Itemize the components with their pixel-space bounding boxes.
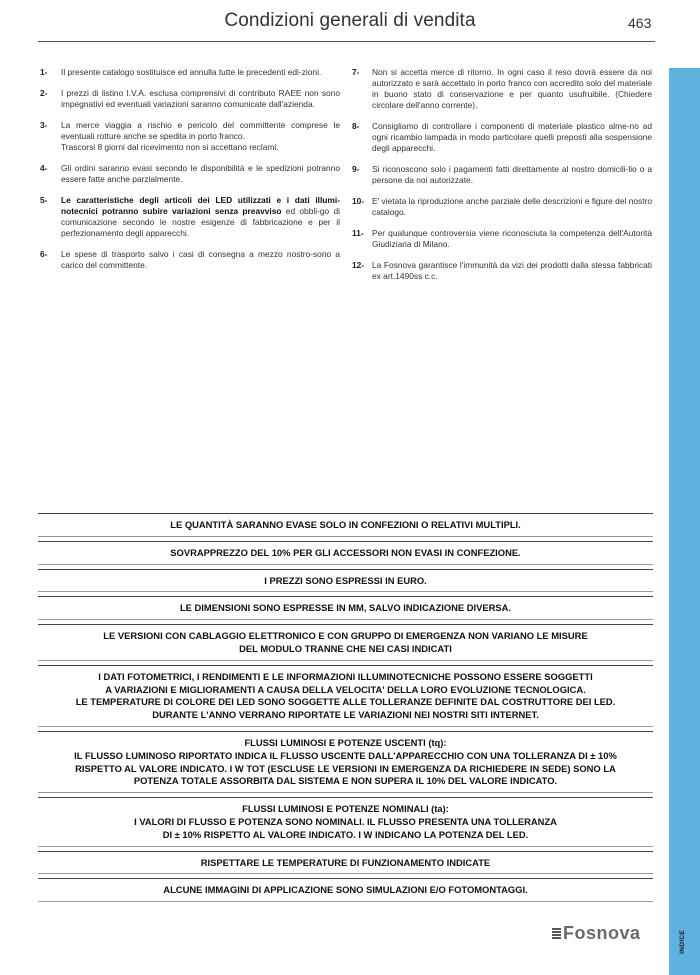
- notice-line: SOVRAPPREZZO DEL 10% PER GLI ACCESSORI NON EVASI IN CONFEZIONE.: [170, 546, 521, 558]
- condition-number: 2-: [40, 88, 48, 98]
- condition-item: [352, 228, 652, 250]
- notice-line: LE TEMPERATURE DI COLORE DEI LED SONO SOGGETTE ALLE TOLLERANZE DEFINITE DAL COSTRUTTORE DEI LED.: [75, 696, 616, 708]
- side-tab-label: INDICE: [679, 930, 686, 954]
- logo-text: Fosnova: [563, 923, 641, 943]
- condition-text: La Fosnova garantisce l'immunità da vizi dei prodotti dalla stessa fabbricati ex art.1490ss c.c.: [372, 260, 652, 281]
- side-index-tab[interactable]: [669, 68, 700, 975]
- notice-line: DEL MODULO TRANNE CHE NEI CASI INDICATI: [239, 642, 452, 654]
- condition-number: 6-: [40, 249, 48, 259]
- notice-box: [38, 541, 653, 565]
- condition-text: Gli ordini saranno evasi secondo le disponibilità e le spedizioni potranno essere fatte anche parzialmente.: [61, 163, 340, 184]
- condition-text: I prezzi di listino I.V.A. esclusa comprensivi di contributo RAEE non sono impegnativi ed eventuali variazioni saranno comunicate dall'azienda.: [61, 88, 340, 109]
- notice-line: RISPETTO AL VALORE INDICATO. I W TOT (ESCLUSE LE VERSIONI IN EMERGENZA DA RICHIEDERE IN SEDE) SONO LA: [75, 762, 616, 774]
- condition-item: [352, 164, 652, 186]
- condition-text: E' vietata la riproduzione anche parziale delle descrizioni e figure del nostro catalogo.: [372, 196, 652, 217]
- notice-box: [38, 851, 653, 875]
- notice-box: [38, 596, 653, 620]
- notice-box: [38, 513, 653, 537]
- notice-box: [38, 731, 653, 793]
- notice-box: [38, 569, 653, 593]
- condition-item: [40, 249, 340, 271]
- notice-line: I PREZZI SONO ESPRESSI IN EURO.: [264, 574, 427, 586]
- notice-line: DURANTE L'ANNO VERRANO RIPORTATE LE VARIAZIONI NEI NOSTRI SITI INTERNET.: [152, 709, 539, 721]
- condition-number: 4-: [40, 163, 48, 173]
- notice-line: FLUSSI LUMINOSI E POTENZE NOMINALI (ta):: [242, 803, 449, 815]
- notice-box: [38, 797, 653, 846]
- condition-number: 1-: [40, 67, 48, 77]
- condition-number: 8-: [352, 121, 360, 131]
- notice-line: LE VERSIONI CON CABLAGGIO ELETTRONICO E CON GRUPPO DI EMERGENZA NON VARIANO LE MISURE: [103, 630, 588, 642]
- condition-text: Consigliamo di controllare i componenti di materiale plastico alme-no ad ogni ricambio lampada in modo particolare quelli preposti alla sospensione degli apparecchi.: [372, 121, 652, 153]
- notice-line: A VARIAZIONI E MIGLIORAMENTI A CAUSA DELLA VELOCITA' DELLA LORO EVOLUZIONE TECNOLOGICA.: [105, 683, 586, 695]
- condition-bold-text: Le caratteristiche degli articoli dei LED utilizzati e i dati illumi-notecnici potranno subire variazioni senza preavviso: [61, 195, 340, 216]
- page-number: 463: [628, 15, 652, 31]
- condition-item: [352, 67, 652, 111]
- condition-text-extra: Trascorsi 8 giorni dal ricevimento non si accettano reclami.: [61, 142, 279, 152]
- conditions-right-column: [352, 67, 652, 292]
- notice-line: ALCUNE IMMAGINI DI APPLICAZIONE SONO SIMULAZIONI E/O FOTOMONTAGGI.: [163, 884, 528, 896]
- condition-text: Non si accetta merce di ritorno. In ogni caso il reso dovrà essere da noi autorizzato e sarà accettato in porto franco con accredito solo del materiale in buono stato di conservazione e per quanto usufruibile. (Chiedere circolare dell'anno corrente).: [372, 67, 652, 110]
- condition-item: [40, 120, 340, 153]
- condition-text: Per qualunque controversia viene riconosciuta la competenza dell'Autorità Giudiziaria di Milano.: [372, 228, 652, 249]
- logo-mark-icon: [552, 928, 561, 939]
- notice-box: [38, 665, 653, 727]
- condition-number: 12-: [352, 260, 365, 270]
- notice-line: LE DIMENSIONI SONO ESPRESSE IN MM, SALVO INDICAZIONE DIVERSA.: [179, 602, 512, 614]
- notice-line: DI ± 10% RISPETTO AL VALORE INDICATO. I W INDICANO LA POTENZA DEL LED.: [162, 828, 529, 840]
- header-divider: [38, 41, 655, 42]
- fosnova-logo: [552, 923, 641, 944]
- condition-item: [40, 163, 340, 185]
- notice-line: RISPETTARE LE TEMPERATURE DI FUNZIONAMENTO INDICATE: [200, 856, 491, 868]
- condition-item: [40, 67, 340, 78]
- condition-number: 9-: [352, 164, 360, 174]
- condition-number: 7-: [352, 67, 360, 77]
- condition-number: 3-: [40, 120, 48, 130]
- condition-text: ed obbli-go di comunicazione secondo le nostre esigenze di fabbricazione e per il perfezionamento degli apparecchi.: [61, 206, 340, 238]
- notice-line: I VALORI DI FLUSSO E POTENZA SONO NOMINALI. IL FLUSSO PRESENTA UNA TOLLERANZA: [134, 815, 557, 827]
- notice-line: IL FLUSSO LUMINOSO RIPORTATO INDICA IL FLUSSO USCENTE DALL'APPARECCHIO CON UNA TOLLERANZA DI ± 10%: [74, 749, 617, 761]
- page-title: Condizioni generali di vendita: [224, 10, 476, 31]
- condition-number: 5-: [40, 195, 48, 205]
- condition-text: Il presente catalogo sostituisce ed annulla tutte le precedenti edi-zioni.: [61, 67, 322, 77]
- condition-text: La merce viaggia a rischio e pericolo del committente comprese le eventuali rotture anche se spedita in porto franco.: [61, 120, 340, 141]
- condition-item: [40, 88, 340, 110]
- notice-line: LE QUANTITÀ SARANNO EVASE SOLO IN CONFEZIONI O RELATIVI MULTIPLI.: [170, 519, 521, 530]
- notice-line: FLUSSI LUMINOSI E POTENZE USCENTI (tq):: [244, 736, 447, 748]
- condition-number: 11-: [352, 228, 364, 238]
- notice-box: [38, 878, 653, 902]
- condition-item: [352, 121, 652, 154]
- condition-item: [40, 195, 340, 239]
- notice-line: I DATI FOTOMETRICI, I RENDIMENTI E LE INFORMAZIONI ILLUMINOTECNICHE POSSONO ESSERE SOGGETTI: [98, 670, 593, 682]
- condition-item: [352, 260, 652, 282]
- condition-text: Le spese di trasporto salvo i casi di consegna a mezzo nostro-sono a carico del committente.: [61, 249, 340, 270]
- notices-section: [38, 513, 653, 906]
- conditions-left-column: [40, 67, 340, 281]
- condition-item: [352, 196, 652, 218]
- notice-box: [38, 624, 653, 661]
- condition-number: 10-: [352, 196, 365, 206]
- notice-line: POTENZA TOTALE ASSORBITA DAL SISTEMA E NON SUPERA IL 10% DEL VALORE INDICATO.: [133, 775, 558, 787]
- condition-text: Si riconoscono solo i pagamenti fatti direttamente al nostro domicili-lio o a persone da noi autorizzate.: [372, 164, 652, 185]
